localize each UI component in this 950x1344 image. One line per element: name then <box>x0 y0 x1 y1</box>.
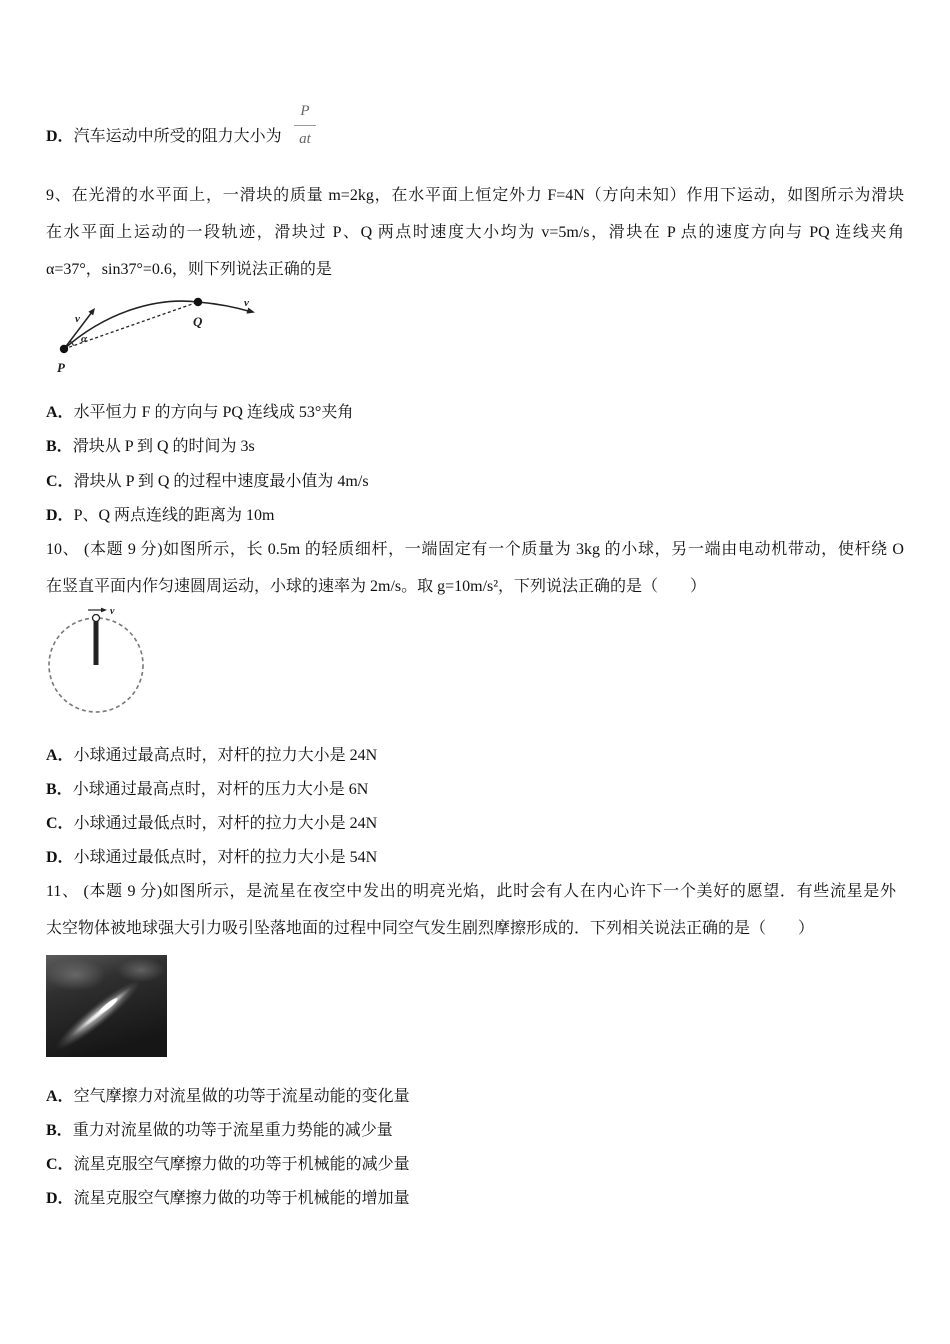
option-label: B． <box>46 438 73 455</box>
ball <box>93 615 100 622</box>
option-label: D． <box>46 128 74 145</box>
q10-option-d <box>46 848 377 868</box>
point-p-label: P <box>57 360 65 375</box>
q10-option-b <box>46 780 368 800</box>
q11-option-d <box>46 1189 410 1209</box>
q10-option-a <box>46 746 377 766</box>
point-q-label: Q <box>193 314 203 329</box>
q9-line-2: 在水平面上运动的一段轨迹，滑块过 P、Q 两点时速度大小均为 v=5m/s，滑块在 P 点的速度方向与 PQ 连线夹角 <box>46 224 904 241</box>
option-text: 流星克服空气摩擦力做的功等于机械能的减少量 <box>73 1156 410 1173</box>
sky-haze-1 <box>46 959 106 991</box>
option-text: 水平恒力 F 的方向与 PQ 连线成 53°夹角 <box>73 404 354 421</box>
velocity-q-label: v <box>244 297 249 309</box>
option-text: 空气摩擦力对流星做的功等于流星动能的变化量 <box>73 1088 410 1105</box>
q10-circle-figure <box>46 604 156 720</box>
option-text: 重力对流星做的功等于流星重力势能的减少量 <box>72 1122 393 1139</box>
velocity-arrowhead <box>101 608 107 613</box>
trajectory-curve <box>64 301 250 349</box>
velocity-p-label: v <box>75 313 80 325</box>
q11-line-1: 11、 (本题 9 分)如图所示，是流星在夜空中发出的明亮光焰，此时会有人在内心许下一个美好的愿望．有些流星是外 <box>46 883 896 900</box>
option-label: A． <box>46 1088 74 1105</box>
point-p-dot <box>60 345 68 353</box>
option-label: C． <box>46 473 74 490</box>
q10-line-2: 在竖直平面内作匀速圆周运动，小球的速率为 2m/s。取 g=10m/s²，下列说法正确的是（ ） <box>46 578 707 595</box>
q9-option-b <box>46 437 255 457</box>
prev-option-d <box>46 127 282 147</box>
velocity-label: v <box>110 606 115 617</box>
angle-label: α <box>81 333 88 345</box>
option-text: 汽车运动中所受的阻力大小为 <box>73 128 282 145</box>
fraction-numerator: P <box>300 103 310 119</box>
q11-option-c <box>46 1155 410 1175</box>
point-q-dot <box>194 298 202 306</box>
option-label: C． <box>46 1156 74 1173</box>
option-label: D． <box>46 507 74 524</box>
q11-line-2: 太空物体被地球强大引力吸引坠落地面的过程中同空气发生剧烈摩擦形成的．下列相关说法正确的是（ ） <box>46 920 815 937</box>
fraction-bar <box>294 125 316 126</box>
q9-line-1: 9、在光滑的水平面上，一滑块的质量 m=2kg，在水平面上恒定外力 F=4N（方向未知）作用下运动，如图所示为滑块 <box>46 187 904 204</box>
option-text: 小球通过最高点时，对杆的压力大小是 6N <box>72 781 369 798</box>
option-text: 流星克服空气摩擦力做的功等于机械能的增加量 <box>73 1190 410 1207</box>
q9-line-3: α=37°，sin37°=0.6，则下列说法正确的是 <box>46 261 332 278</box>
q9-trajectory-figure <box>46 288 276 380</box>
q11-option-a <box>46 1087 410 1107</box>
option-text: 小球通过最低点时，对杆的拉力大小是 54N <box>73 849 378 866</box>
q9-option-d <box>46 506 274 526</box>
q10-line-1: 10、 (本题 9 分)如图所示，长 0.5m 的轻质细杆，一端固定有一个质量为 3kg 的小球，另一端由电动机带动，使杆绕 O <box>46 541 904 558</box>
option-label: A． <box>46 404 74 421</box>
option-text: 滑块从 P 到 Q 的过程中速度最小值为 4m/s <box>73 473 369 490</box>
option-text: 小球通过最低点时，对杆的拉力大小是 24N <box>73 815 378 832</box>
sky-haze-2 <box>117 958 165 982</box>
rod <box>94 621 99 665</box>
meteor-photo <box>46 955 167 1057</box>
q9-option-a <box>46 403 353 423</box>
option-text: 滑块从 P 到 Q 的时间为 3s <box>72 438 255 455</box>
fraction-denominator: at <box>299 131 311 147</box>
option-label: B． <box>46 1122 73 1139</box>
option-text: P、Q 两点连线的距离为 10m <box>73 507 275 524</box>
option-label: C． <box>46 815 74 832</box>
q10-option-c <box>46 814 377 834</box>
option-label: D． <box>46 1190 74 1207</box>
option-label: A． <box>46 747 74 764</box>
option-text: 小球通过最高点时，对杆的拉力大小是 24N <box>73 747 378 764</box>
q11-option-b <box>46 1121 393 1141</box>
option-label: B． <box>46 781 73 798</box>
option-label: D． <box>46 849 74 866</box>
q9-option-c <box>46 472 369 492</box>
